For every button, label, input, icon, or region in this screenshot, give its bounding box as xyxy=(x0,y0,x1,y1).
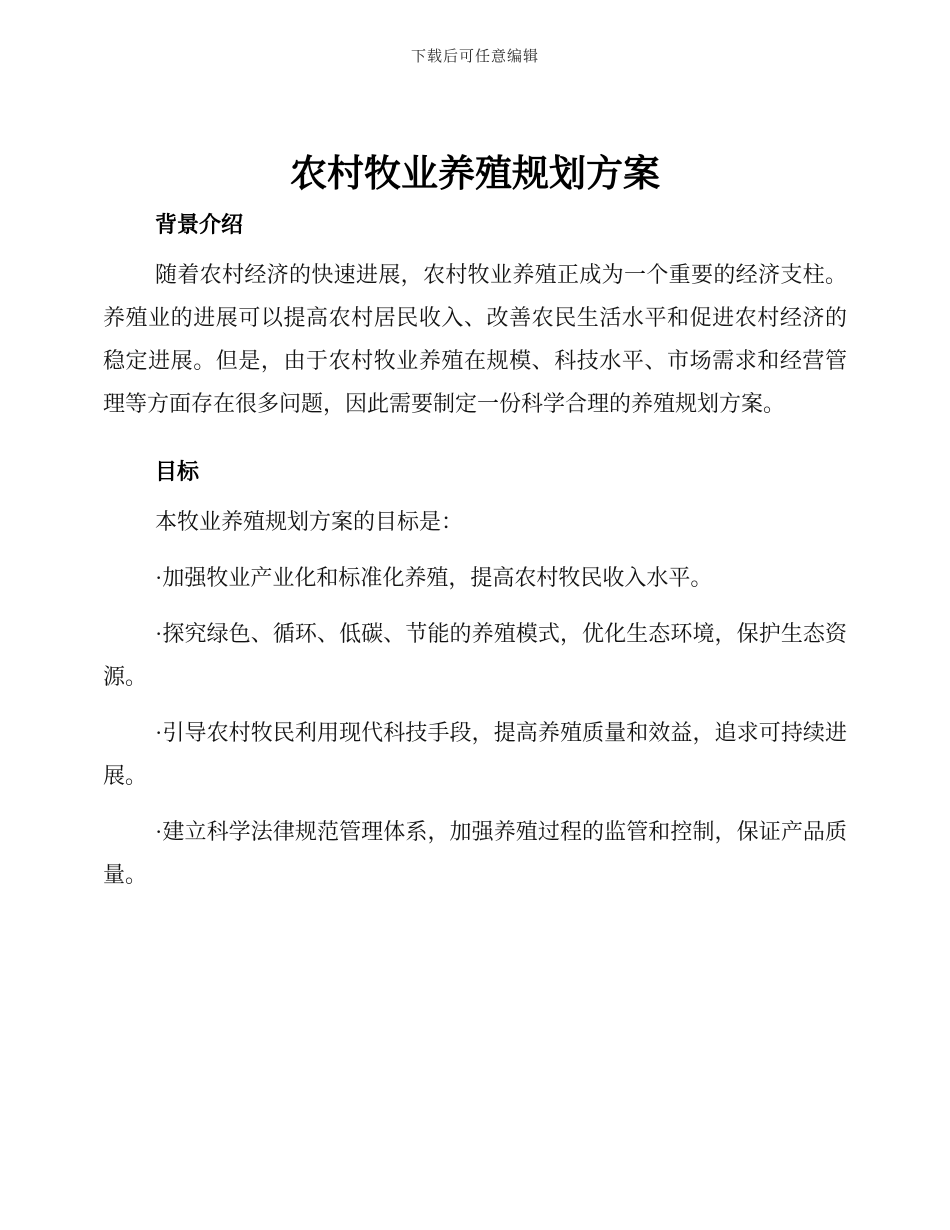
paragraph-goals-intro: 本牧业养殖规划方案的目标是： xyxy=(155,509,464,534)
bullet-item-green-modes: ·探究绿色、循环、低碳、节能的养殖模式，优化生态环境，保护生态资源。 xyxy=(103,621,847,689)
section-heading-background: 背景介绍 xyxy=(155,212,244,237)
bullet-item-regulation: ·建立科学法律规范管理体系，加强养殖过程的监管和控制，保证产品质量。 xyxy=(103,819,847,887)
download-note: 下载后可任意编辑 xyxy=(410,49,539,65)
document-content xyxy=(103,152,847,896)
bullet-item-industrialization: ·加强牧业产业化和标准化养殖，提高农村牧民收入水平。 xyxy=(155,565,713,590)
document-title: 农村牧业养殖规划方案 xyxy=(290,153,660,194)
bullet-item-technology: ·引导农村牧民利用现代科技手段，提高养殖质量和效益，追求可持续进展。 xyxy=(103,720,847,788)
section-heading-goals: 目标 xyxy=(155,459,200,484)
paragraph-background: 随着农村经济的快速进展，农村牧业养殖正成为一个重要的经济支柱。养殖业的进展可以提高农村居民收入、改善农民生活水平和促进农村经济的稳定进展。但是，由于农村牧业养殖在规模、科技水平、市场需求和经营管理等方面存在很多问题，因此需要制定一份科学合理的养殖规划方案。 xyxy=(103,262,847,416)
